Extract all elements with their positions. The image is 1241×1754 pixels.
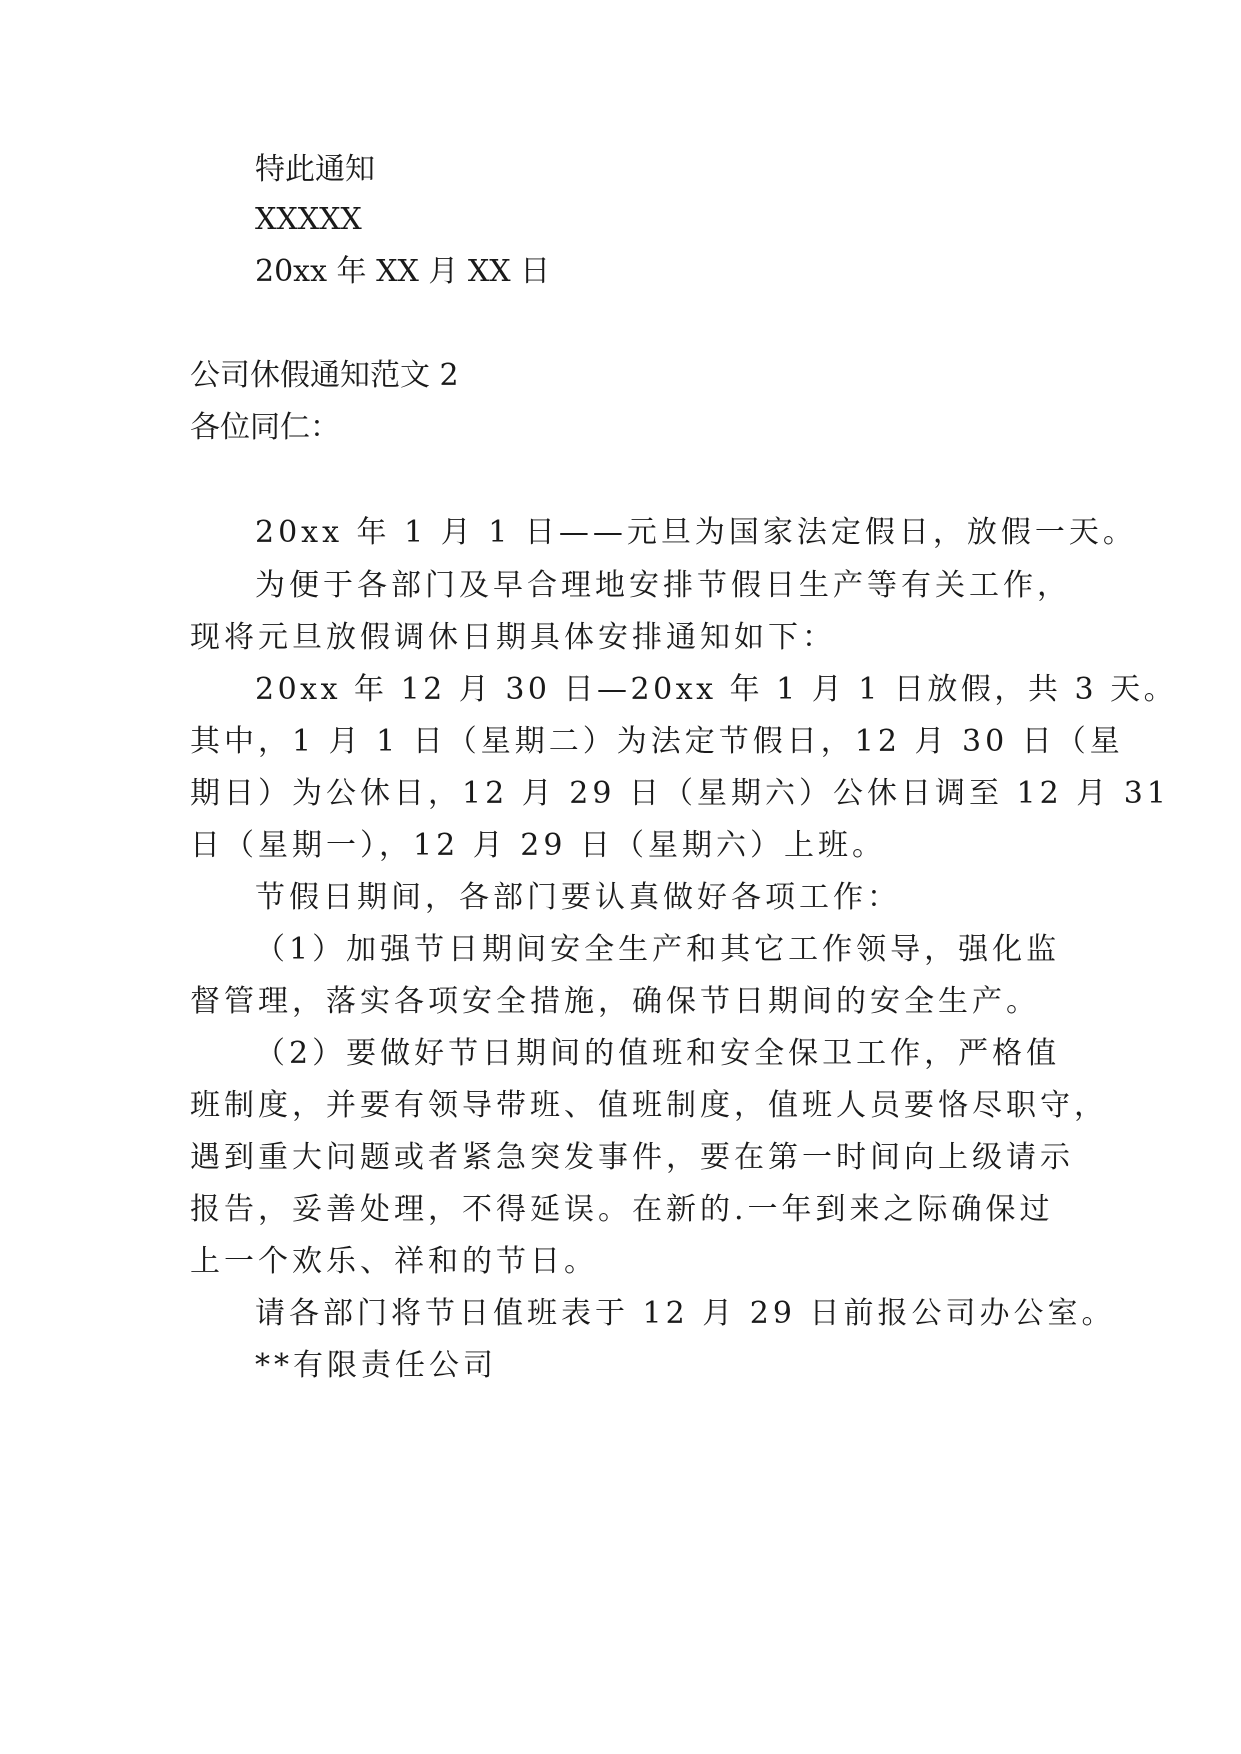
company-signature: **有限责任公司: [255, 1348, 497, 1383]
paragraph-line: （1）加强节日期间安全生产和其它工作领导，强化监: [255, 932, 1061, 967]
paragraph-line: 现将元旦放假调休日期具体安排通知如下：: [190, 620, 836, 655]
closing-notice: 特此通知: [255, 152, 375, 187]
paragraph-line: 其中，1 月 1 日（星期二）为法定节假日，12 月 30 日（星: [190, 724, 1124, 759]
paragraph-line: 为便于各部门及早合理地安排节假日生产等有关工作，: [255, 568, 1071, 603]
paragraph-line: 20xx 年 1 月 1 日——元旦为国家法定假日，放假一天。: [255, 515, 1137, 550]
paragraph-line: 督管理，落实各项安全措施，确保节日期间的安全生产。: [190, 984, 1040, 1019]
closing-date: 20xx 年 XX 月 XX 日: [255, 254, 551, 289]
paragraph-line: 遇到重大问题或者紧急突发事件，要在第一时间向上级请示: [190, 1140, 1074, 1175]
paragraph-line: 20xx 年 12 月 30 日—20xx 年 1 月 1 日放假，共 3 天。: [255, 672, 1178, 707]
section-title: 公司休假通知范文 2: [190, 358, 459, 393]
paragraph-line: 上一个欢乐、祥和的节日。: [190, 1244, 598, 1279]
paragraph-line: 日（星期一），12 月 29 日（星期六）上班。: [190, 828, 886, 863]
salutation: 各位同仁：: [190, 410, 340, 445]
paragraph-line: （2）要做好节日期间的值班和安全保卫工作，严格值: [255, 1036, 1061, 1071]
paragraph-line: 请各部门将节日值班表于 12 月 29 日前报公司办公室。: [255, 1296, 1116, 1331]
paragraph-line: 节假日期间，各部门要认真做好各项工作：: [255, 880, 901, 915]
closing-signer: XXXXX: [255, 202, 362, 237]
paragraph-line: 期日）为公休日，12 月 29 日（星期六）公休日调至 12 月 31: [190, 776, 1170, 811]
paragraph-line: 报告，妥善处理，不得延误。在新的.一年到来之际确保过: [190, 1192, 1054, 1227]
paragraph-line: 班制度，并要有领导带班、值班制度，值班人员要恪尽职守，: [190, 1088, 1108, 1123]
